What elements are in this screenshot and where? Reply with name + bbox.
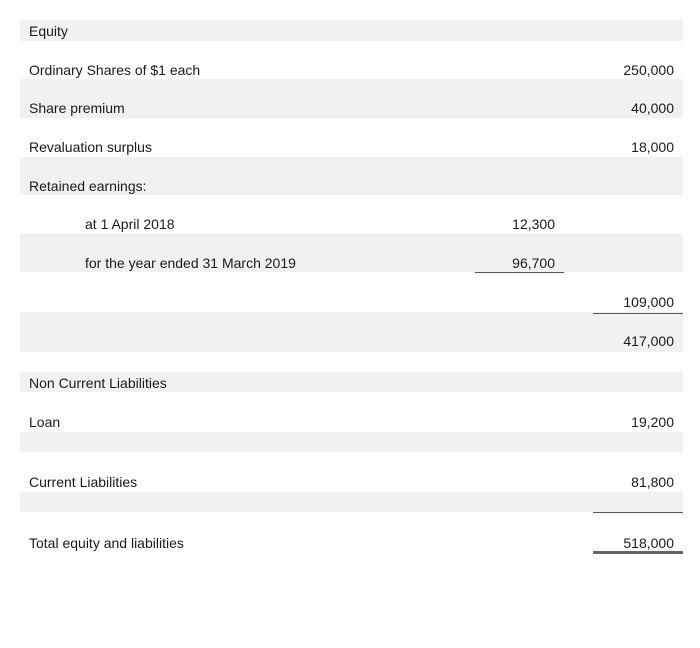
row-band <box>20 312 683 352</box>
equity-heading: Equity <box>29 23 68 39</box>
current-liabilities-value: 81,800 <box>631 474 674 490</box>
row-band <box>20 432 683 452</box>
revaluation-surplus-label: Revaluation surplus <box>29 139 152 155</box>
loan-value: 19,200 <box>631 414 674 430</box>
total-top-rule <box>593 512 683 513</box>
share-premium-value: 40,000 <box>631 100 674 116</box>
profit-for-year-label: for the year ended 31 March 2019 <box>85 255 296 271</box>
row-band <box>20 492 683 512</box>
total-label: Total equity and liabilities <box>29 535 184 551</box>
share-premium-label: Share premium <box>29 100 125 116</box>
revaluation-surplus-value: 18,000 <box>631 139 674 155</box>
total-value: 518,000 <box>623 535 674 551</box>
opening-balance-label: at 1 April 2018 <box>85 216 175 232</box>
profit-for-year-value: 96,700 <box>512 255 555 271</box>
total-double-underline <box>593 551 683 554</box>
ordinary-shares-label: Ordinary Shares of $1 each <box>29 62 201 78</box>
ordinary-shares-value: 250,000 <box>623 62 674 78</box>
equity-total-underline <box>593 313 683 314</box>
opening-balance-value: 12,300 <box>512 216 555 232</box>
equity-total: 417,000 <box>623 333 674 349</box>
subtotal-underline <box>475 272 564 273</box>
retained-earnings-total: 109,000 <box>623 294 674 310</box>
row-band <box>20 20 683 41</box>
retained-earnings-label: Retained earnings: <box>29 178 147 194</box>
current-liabilities-label: Current Liabilities <box>29 474 138 490</box>
loan-label: Loan <box>29 414 61 430</box>
non-current-liabilities-heading: Non Current Liabilities <box>29 375 167 391</box>
